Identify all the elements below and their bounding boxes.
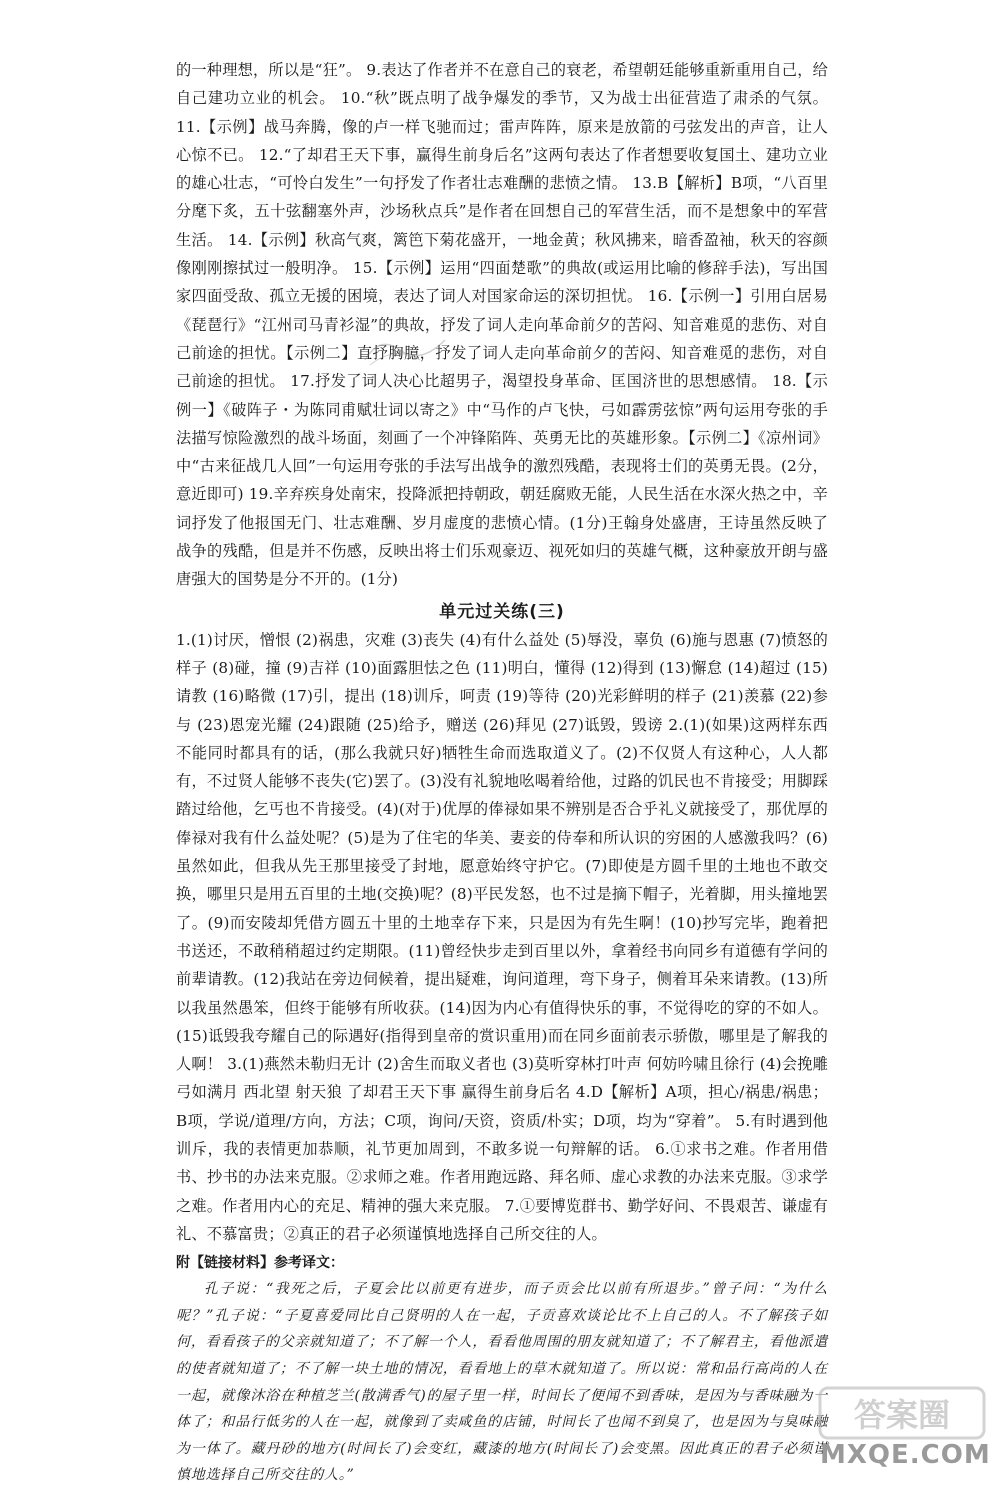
answers-part3-text: 1.(1)讨厌，憎恨 (2)祸患，灾难 (3)丧失 (4)有什么益处 (5)辱没，辜负 (6)施与恩惠 (7)愤怒的样子 (8)碰，撞 (9)吉祥 (10)面露胆怯之色 (11)明白，懂得 (12)得到 (13)懈怠 (14)超过 (15)请教 (16)略微 (17)引，提出 (18)训斥，呵责 (19)等待 (20)光彩鲜明的样子 (21)羡慕 (22)参与 (23)恩宠光耀 (24)跟随 (25)给予，赠送 (26)拜见 (27)诋毁，毁谤 2.(1)(如果)这两样东西不能同时都具有的话，(那么我就只好)牺牲生命而选取道义了。(2)不仅贤人有这种心，人人都有，不过贤人能够不丧失(它)罢了。(3)没有礼貌地吆喝着给他，过路的饥民也不肯接受；用脚踩踏过给他，乞丐也不肯接受。(4)(对于)优厚的俸禄如果不辨别是否合乎礼义就接受了，那优厚的俸禄对我有什么益处呢？(5)是为了住宅的华美、妻妾的侍奉和所认识的穷困的人感激我吗？(6)虽然如此，但我从先王那里接受了封地，愿意始终守护它。(7)即使是方圆千里的土地也不敢交换，哪里只是用五百里的土地(交换)呢？(8)平民发怒，也不过是摘下帽子，光着脚，用头撞地罢了。(9)而安陵却凭借方圆五十里的土地幸存下来，只是因为有先生啊！(10)抄写完毕，跑着把书送还，不敢稍稍超过约定期限。(11)曾经快步走到百里以外，拿着经书向同乡有道德有学问的前辈请教。(12)我站在旁边伺候着，提出疑难，询问道理，弯下身子，侧着耳朵来请教。(13)所以我虽然愚笨，但终于能够有所收获。(14)因为内心有值得快乐的事，不觉得吃的穿的不如人。(15)诋毁我夸耀自己的际遇好(指得到皇帝的赏识重用)而在同乡面前表示骄傲，哪里是了解我的人啊！ 3.(1)燕然未勒归无计 (2)舍生而取义者也 (3)莫听穿林打叶声 何妨吟啸且徐行 (4)会挽雕弓如满月 西北望 射天狼 了却君王天下事 赢得生前身后名 4.D【解析】A项，担心/祸患/祸患；B项，学说/道理/方向，方法；C项，询问/天资，资质/朴实；D项，均为“穿着”。 5.有时遇到他训斥，我的表情更加恭顺，礼节更加周到，不敢多说一句辩解的话。 6.①求书之难。作者用借书、抄书的办法来克服。②求师之难。作者用跑远路、拜名师、虚心求教的办法来克服。③求学之难。作者用内心的充足、精神的强大来克服。 7.①要博览群书、勤学好问、不畏艰苦、谦虚有礼、不慕富贵；②真正的君子必须谨慎地选择自己所交往的人。 [176,630,828,1243]
watermark-domain: MXQE.COM [820,1440,991,1470]
answer-page [176,56,828,1489]
appendix-label: 附【链接材料】参考译文： [176,1255,344,1272]
reference-translation: 孔子说：“我死之后，子夏会比以前更有进步，而子贡会比以前有所退步。”曾子问：“为什么呢？”孔子说：“子夏喜爱同比自己贤明的人在一起，子贡喜欢谈论比不上自己的人。不了解孩子如何，看看孩子的父亲就知道了；不了解一个人，看看他周围的朋友就知道了；不了解君主，看他派遣的使者就知道了；不了解一块土地的情况，看看地上的草木就知道了。所以说：常和品行高尚的人在一起，就像沐浴在种植芝兰(散满香气)的屋子里一样，时间长了便闻不到香味，是因为与香味融为一体了；和品行低劣的人在一起，就像到了卖咸鱼的店铺，时间长了也闻不到臭了，也是因为与臭味融为一体了。藏丹砂的地方(时间长了)会变红，藏漆的地方(时间长了)会变黑。因此真正的君子必须谨慎地选择自己所交往的人。” [176,1281,828,1484]
answers-part2-text: 的一种理想，所以是“狂”。 9.表达了作者并不在意自己的衰老，希望朝廷能够重新重用自己，给自己建功立业的机会。 10.“秋”既点明了战争爆发的季节，又为战士出征营造了肃杀的气氛。 11.【示例】战马奔腾，像的卢一样飞驰而过；雷声阵阵，原来是放箭的弓弦发出的声音，让人心惊不已。 12.“了却君王天下事，赢得生前身后名”这两句表达了作者想要收复国土、建功立业的雄心壮志，“可怜白发生”一句抒发了作者壮志难酬的悲愤之情。 13.B【解析】B项，“八百里分麾下炙，五十弦翻塞外声，沙场秋点兵”是作者在回想自己的军营生活，而不是想象中的军营生活。 14.【示例】秋高气爽，篱笆下菊花盛开，一地金黄；秋风拂来，暗香盈袖，秋天的容颜像刚刚擦拭过一般明净。 15.【示例】运用“四面楚歌”的典故(或运用比喻的修辞手法)，写出国家四面受敌、孤立无援的困境，表达了词人对国家命运的深切担忧。 16.【示例一】引用白居易《琵琶行》“江州司马青衫湿”的典故，抒发了词人走向革命前夕的苦闷、知音难觅的悲伤、对自己前途的担忧。【示例二】直抒胸臆，抒发了词人走向革命前夕的苦闷、知音难觅的悲伤，对自己前途的担忧。 17.抒发了词人决心比超男子，渴望投身革命、匡国济世的思想感情。 18.【示例一】《破阵子・为陈同甫赋壮词以寄之》中“马作的卢飞快，弓如霹雳弦惊”两句运用夸张的手法描写惊险激烈的战斗场面，刻画了一个冲锋陷阵、英勇无比的英雄形象。【示例二】《凉州词》中“古来征战几人回”一句运用夸张的手法写出战争的激烈残酷，表现将士们的英勇无畏。(2分，意近即可) 19.辛弃疾身处南宋，投降派把持朝政，朝廷腐败无能，人民生活在水深火热之中，辛词抒发了他报国无门、壮志难酬、岁月虚度的悲愤心情。(1分)王翰身处盛唐，王诗虽然反映了战争的残酷，但是并不伤感，反映出将士们乐观豪迈、视死如归的英雄气概，这种豪放开朗与盛唐强大的国势是分不开的。(1分) [176,61,828,589]
watermark-title: 答案圈 [853,1396,951,1434]
section-title: 单元过关练(三) [439,601,565,622]
faint-stamp-mark [360,330,450,370]
